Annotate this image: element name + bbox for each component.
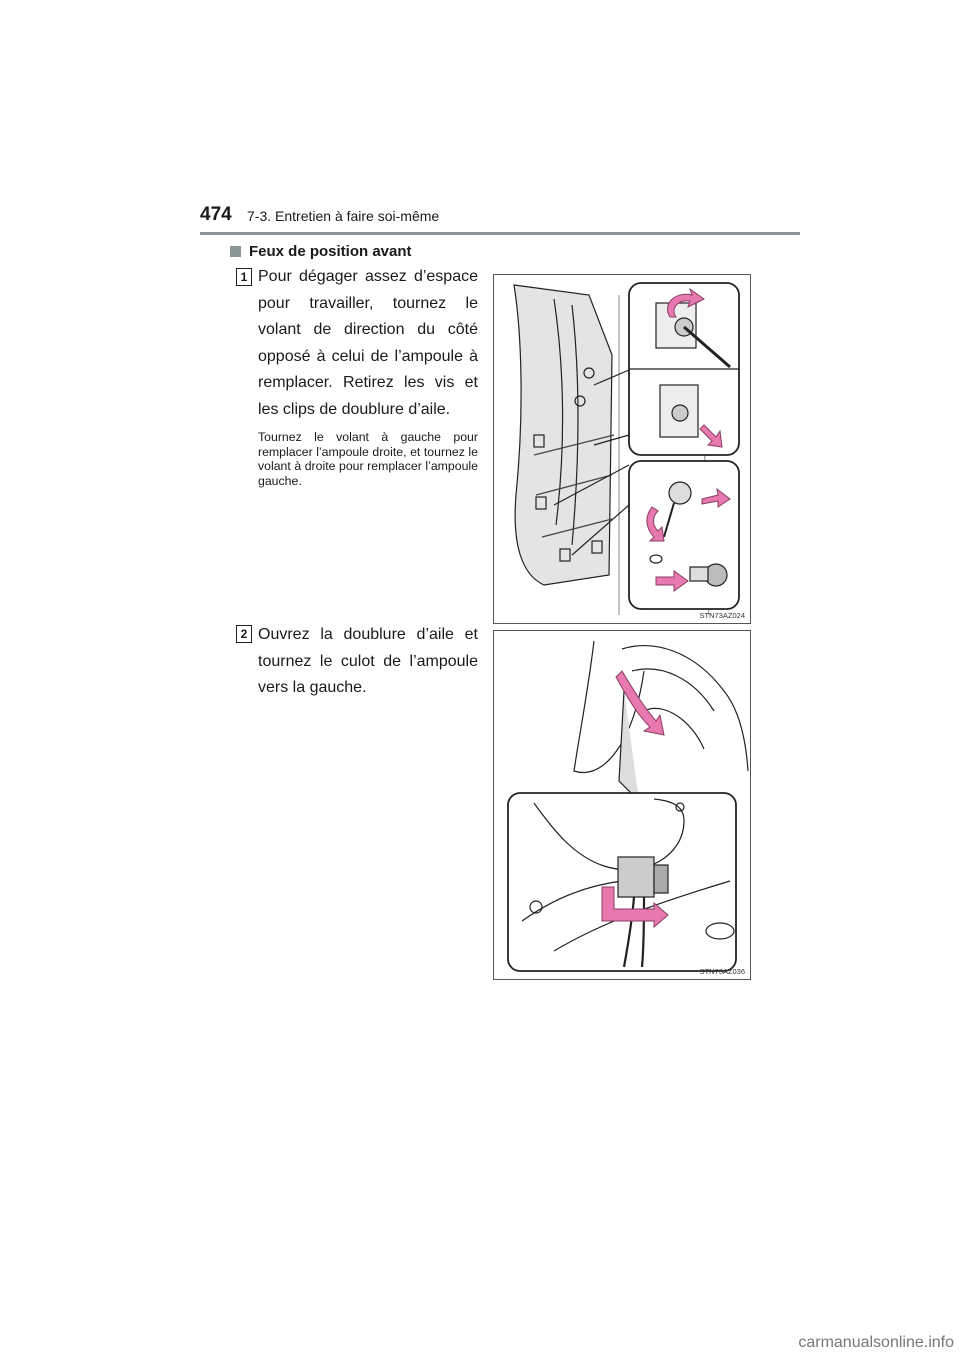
- figure-1: [493, 274, 751, 624]
- fender-liner-illustration: [494, 275, 750, 623]
- watermark: carmanualsonline.info: [798, 1334, 954, 1351]
- square-bullet-icon: [230, 246, 241, 257]
- step-2-text: Ouvrez la doublure d’aile et tournez le culot de l’ampoule vers la gauche.: [258, 626, 478, 696]
- figure-2-code: STN73AZ036: [699, 967, 745, 976]
- figure-2: [493, 630, 751, 980]
- step-badge-2: 2: [236, 625, 252, 643]
- step-1-note: Tournez le volant à gauche pour remplacer l’ampoule droite, et tournez le volant à droite pour remplacer l’ampoule gauche.: [258, 430, 478, 488]
- step-badge-1: 1: [236, 268, 252, 286]
- step-1-text: Pour dégager assez d’espace pour travailler, tournez le volant de direction du côté opposé à celui de l’ampoule à remplacer. Retirez les vis et les clips de doublure d’aile.: [258, 268, 478, 418]
- subheading: [230, 243, 412, 260]
- section-title: 7-3. Entretien à faire soi-même: [247, 208, 440, 224]
- figure-1-code: STN73AZ024: [699, 611, 745, 620]
- bulb-socket-illustration: [494, 631, 750, 979]
- subheading-label: Feux de position avant: [249, 243, 412, 260]
- header-rule: [200, 232, 800, 235]
- page-number: 474: [200, 204, 232, 225]
